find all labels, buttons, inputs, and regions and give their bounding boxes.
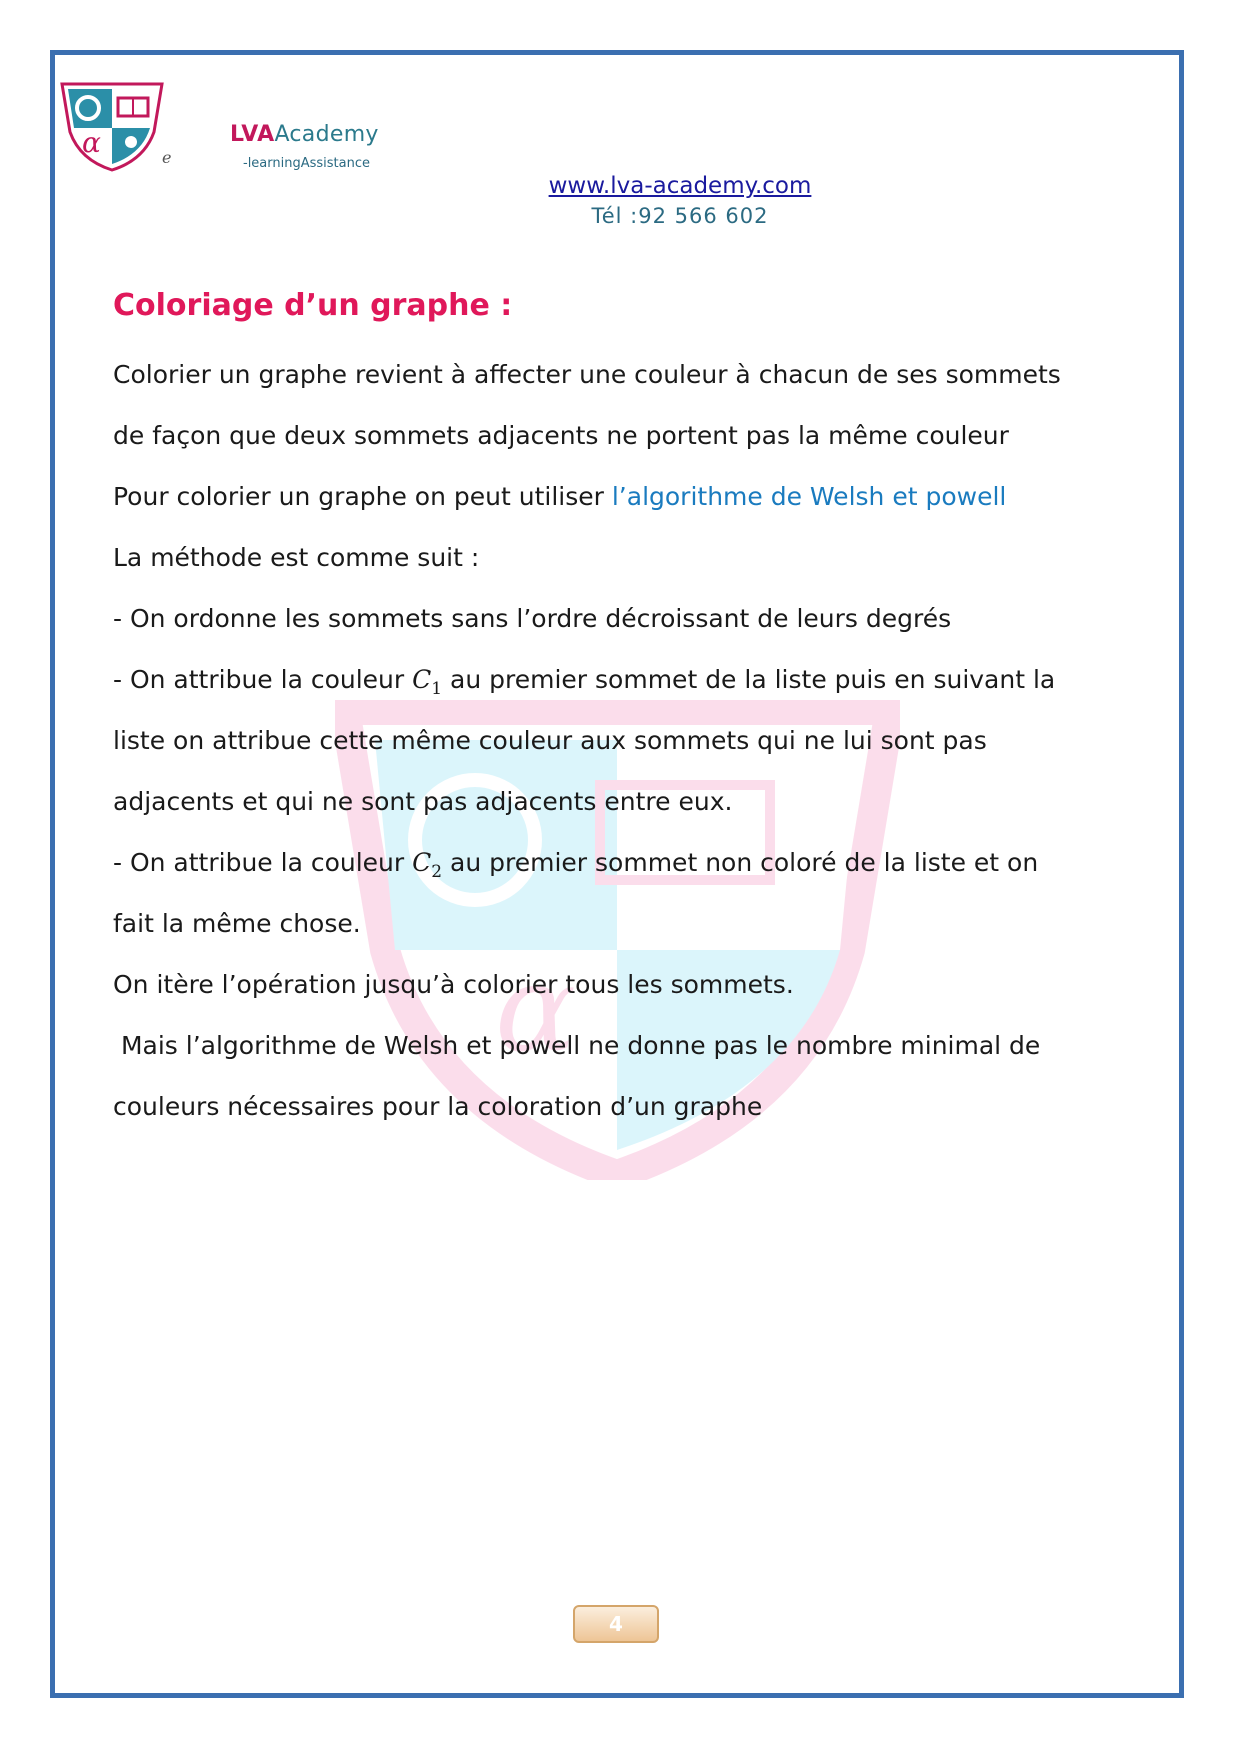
page-number: 4 — [573, 1605, 659, 1643]
list-item: - On ordonne les sommets sans l’ordre décroissant de leurs degrés — [113, 604, 952, 633]
math-c2 — [412, 848, 443, 882]
svg-text:α: α — [82, 126, 101, 159]
graduate-icon — [125, 136, 137, 148]
paragraph-line: adjacents et qui ne sont pas adjacents entre eux. — [113, 787, 733, 816]
paragraph-line: liste on attribue cette même couleur aux sommets qui ne lui sont pas — [113, 726, 987, 755]
math-letter: C — [412, 665, 432, 694]
website-link[interactable]: www.lva-academy.com — [548, 173, 812, 199]
paragraph-line: de façon que deux sommets adjacents ne portent pas la même couleur — [113, 421, 1009, 450]
paragraph-line: fait la même chose. — [113, 909, 361, 938]
paragraph-line — [113, 466, 1143, 527]
paragraph-line: On itère l’opération jusqu’à colorier tous les sommets. — [113, 970, 794, 999]
math-c1 — [412, 665, 443, 699]
text-span: - On attribue la couleur — [113, 848, 413, 877]
lva-logo — [58, 80, 166, 172]
paragraph-line: Mais l’algorithme de Welsh et powell ne donne pas le nombre minimal de — [113, 1031, 1041, 1060]
logo-e: e — [162, 148, 172, 167]
text-span: au premier sommet de la liste puis en suivant la — [442, 665, 1056, 694]
alpha-icon — [82, 126, 101, 159]
list-item — [113, 832, 1143, 893]
brand-tagline: -learningAssistance — [243, 156, 370, 171]
phone-number: Tél :92 566 602 — [591, 204, 769, 228]
text-span: Pour colorier un graphe on peut utiliser — [113, 482, 612, 511]
brand-lva: LVA — [230, 122, 275, 147]
list-item — [113, 649, 1143, 710]
math-subscript: 2 — [431, 862, 443, 882]
text-span: - On attribue la couleur — [113, 665, 413, 694]
algorithm-link[interactable]: l’algorithme de Welsh et powell — [611, 482, 1007, 511]
brand-academy: Academy — [274, 122, 379, 147]
paragraph-line: couleurs nécessaires pour la coloration d’un graphe — [113, 1092, 763, 1121]
math-subscript: 1 — [431, 679, 443, 699]
paragraph-line: La méthode est comme suit : — [113, 543, 480, 572]
main-content — [113, 280, 1143, 1137]
math-letter: C — [412, 848, 432, 877]
text-span: au premier sommet non coloré de la liste et on — [442, 848, 1039, 877]
page-title: Coloriage d’un graphe : — [113, 288, 513, 323]
svg-text:α: α — [495, 940, 577, 1079]
paragraph-line: Colorier un graphe revient à affecter une couleur à chacun de ses sommets — [113, 360, 1061, 389]
brand-name — [230, 122, 379, 147]
